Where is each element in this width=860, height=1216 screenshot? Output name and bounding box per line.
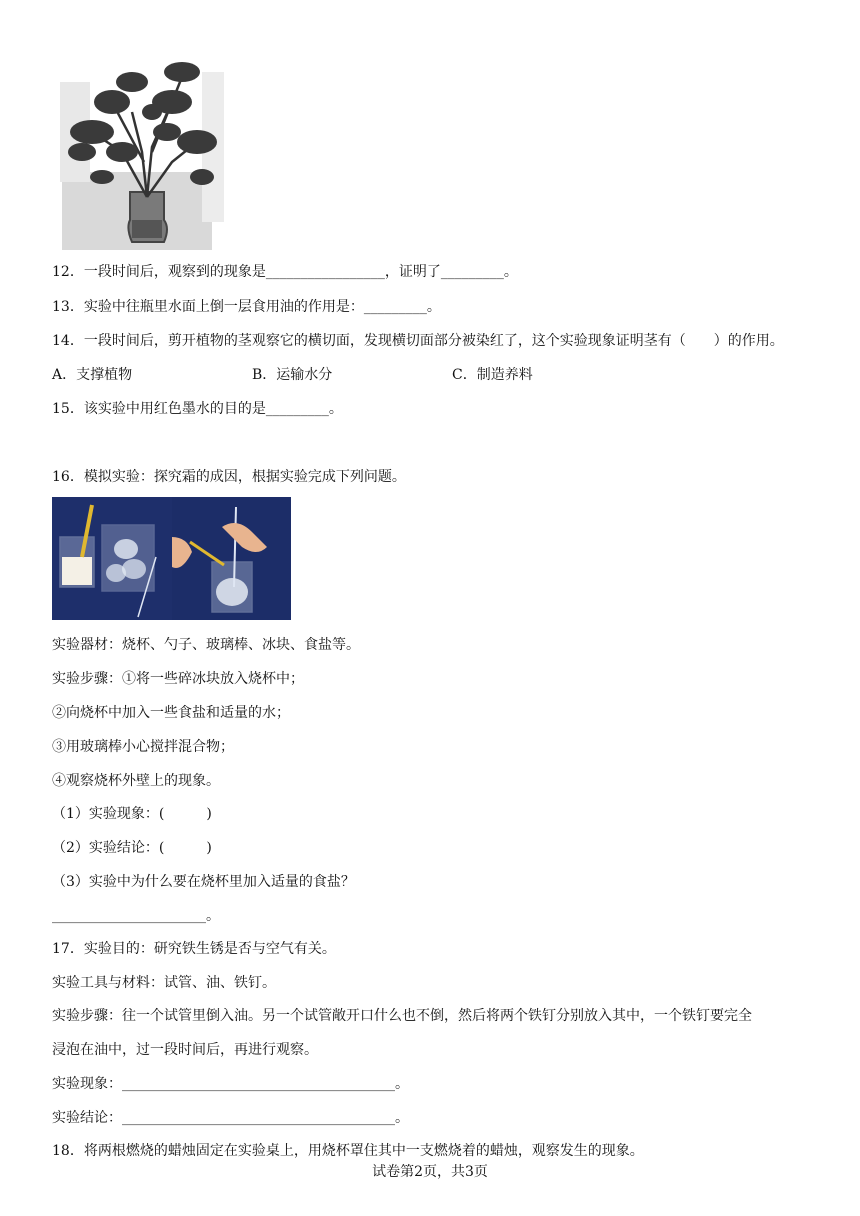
q16-sub-2: （2）实验结论：( ) <box>52 840 212 856</box>
q17-steps-cont: 浸泡在油中，过一段时间后，再进行观察。 <box>52 1042 318 1058</box>
q14-option-a: A．支撑植物 <box>52 367 133 383</box>
q17-conclusion: 实验结论：_______________________________________。 <box>52 1110 409 1126</box>
q17-steps: 实验步骤：往一个试管里倒入油。另一个试管敞开口什么也不倒，然后将两个铁钉分别放入其中，一个铁钉要完全 <box>52 1008 752 1024</box>
question-18: 18．将两根燃烧的蜡烛固定在实验桌上，用烧杯罩住其中一支燃烧着的蜡烛，观察发生的现象。 <box>52 1143 644 1159</box>
q17-phenomenon: 实验现象：_______________________________________。 <box>52 1076 409 1092</box>
q14-option-b: B．运输水分 <box>252 367 333 383</box>
q16-sub-3: （3）实验中为什么要在烧杯里加入适量的食盐？ <box>52 874 355 890</box>
q16-materials: 实验器材：烧杯、勺子、玻璃棒、冰块、食盐等。 <box>52 637 360 653</box>
q16-step-3: ③用玻璃棒小心搅拌混合物； <box>52 739 234 755</box>
page-footer: 试卷第2页，共3页 <box>372 1164 488 1180</box>
beaker-experiment-image <box>52 497 291 620</box>
question-17: 17．实验目的：研究铁生锈是否与空气有关。 <box>52 941 336 957</box>
question-13: 13．实验中往瓶里水面上倒一层食用油的作用是：_________。 <box>52 299 441 315</box>
q16-answer-blank: ______________________。 <box>52 908 220 924</box>
question-16: 16．模拟实验：探究霜的成因，根据实验完成下列问题。 <box>52 469 406 485</box>
q16-step-1: 实验步骤：①将一些碎冰块放入烧杯中； <box>52 671 304 687</box>
q14-option-c: C．制造养料 <box>452 367 533 383</box>
question-14: 14．一段时间后，剪开植物的茎观察它的横切面，发现横切面部分被染红了，这个实验现象证明茎有（ ）的作用。 <box>52 333 784 349</box>
q16-step-4: ④观察烧杯外壁上的现象。 <box>52 773 220 789</box>
question-15: 15．该实验中用红色墨水的目的是_________。 <box>52 401 343 417</box>
plant-in-bottle-image <box>52 52 228 250</box>
q16-step-2: ②向烧杯中加入一些食盐和适量的水； <box>52 705 290 721</box>
question-12: 12．一段时间后，观察到的现象是_________________，证明了_________。 <box>52 264 518 280</box>
q16-sub-1: （1）实验现象：( ) <box>52 806 212 822</box>
q17-materials: 实验工具与材料：试管、油、铁钉。 <box>52 975 276 991</box>
